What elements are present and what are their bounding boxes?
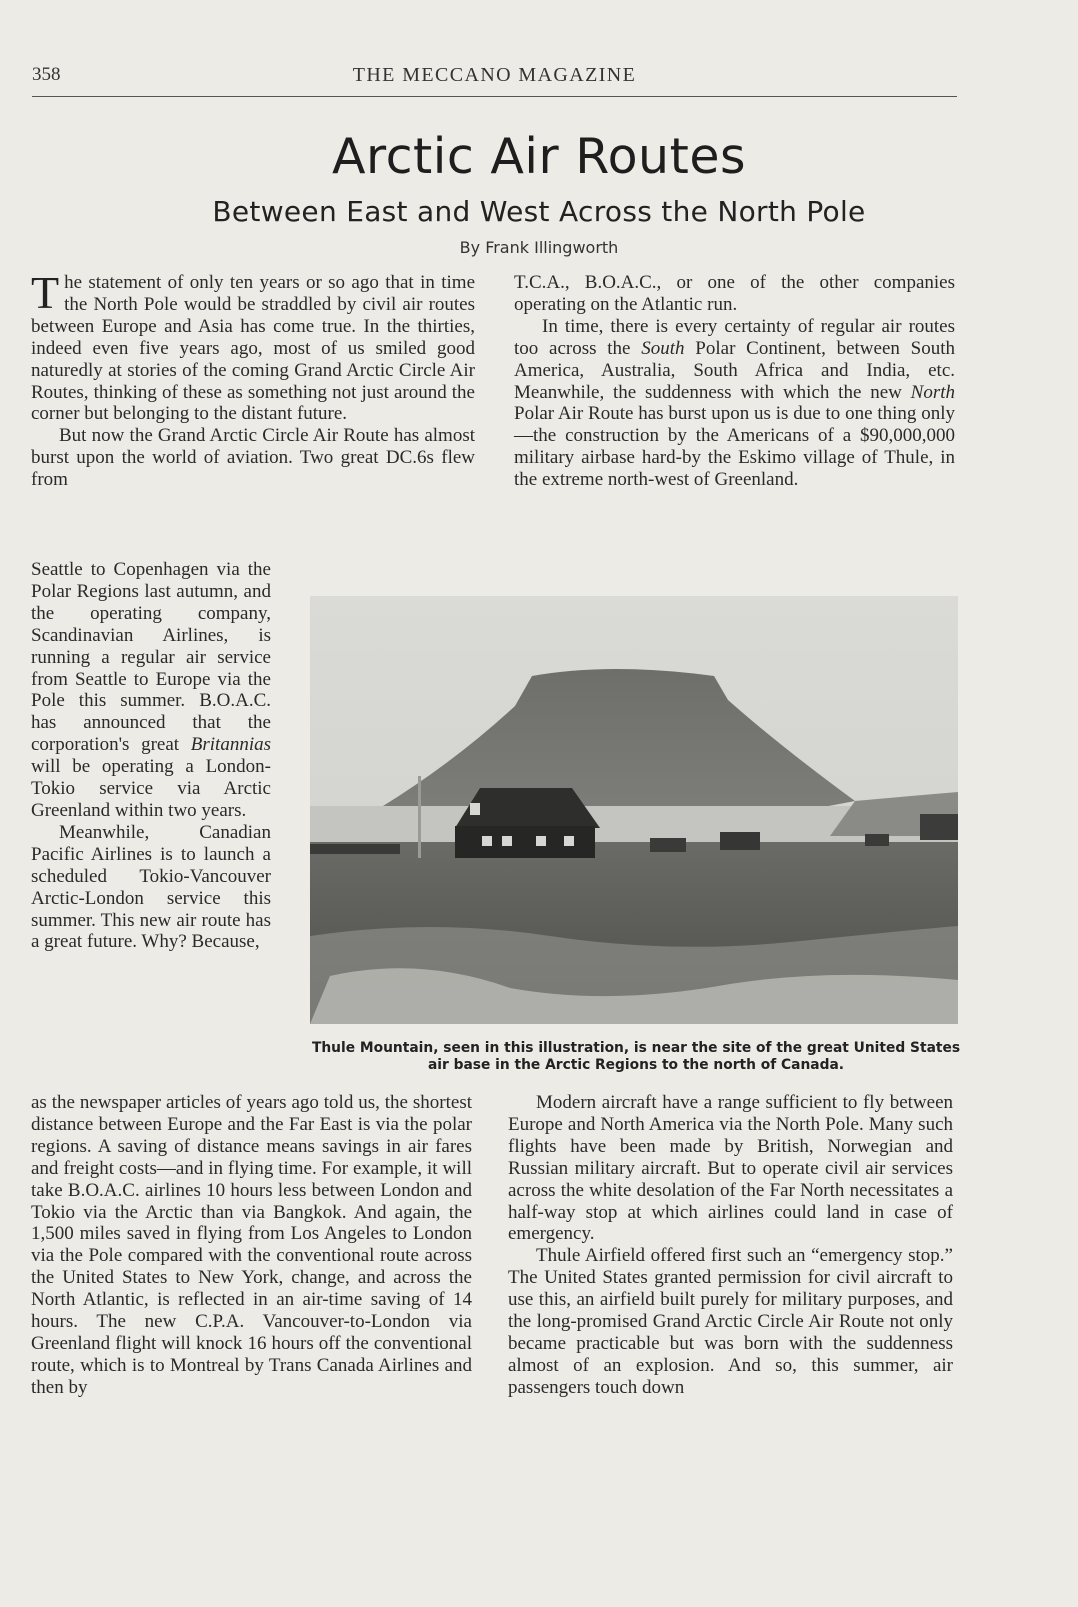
article-subtitle: Between East and West Across the North Pole bbox=[212, 195, 866, 228]
article-title: Arctic Air Routes bbox=[332, 128, 746, 185]
italic-north: North bbox=[910, 381, 955, 403]
article-byline: By Frank Illingworth bbox=[459, 238, 619, 257]
paragraph-canadian-pacific: Meanwhile, Canadian Pacific Airlines is to launch a scheduled Tokio-Vancouver Arctic-London service this summer. This new air route has a great future. Why? Because, bbox=[31, 821, 271, 953]
page-number: 358 bbox=[32, 64, 61, 85]
text-run: will be operating a London-Tokio service via Arctic Greenland within two years. bbox=[31, 756, 271, 821]
paragraph-shortest-distance: as the newspaper articles of years ago told us, the shortest distance between Europe and the Far East is via the polar regions. A saving of distance means savings in air fares and freight costs—and in flying time. For example, it will take B.O.A.C. airlines 10 hours less between London and Tokio via the Arctic than via Bangkok. And again, the 1,500 miles saved in flying from Los Angeles to London via the Pole compared with the conventional route across the United States to New York, change, and across the North Atlantic, is reflected in an air-time saving of 14 hours. The new C.P.A. Vancouver-to-London via Greenland flight will knock 16 hours off the conventional route, which is to Montreal by Trans Canada Airlines and then by bbox=[31, 1092, 472, 1398]
italic-south: South bbox=[641, 337, 685, 359]
small-hut bbox=[650, 838, 686, 852]
text-run: Polar Air Route has burst upon us is due to one thing only—the construction by the Americans of a $90,000,000 military airbase hard-by the Eskimo village of Thule, in the extreme north-west of Greenland. bbox=[514, 403, 955, 491]
low-building bbox=[310, 844, 400, 854]
paragraph-seattle bbox=[31, 559, 271, 822]
paragraph-modern-aircraft: Modern aircraft have a range sufficient to fly between Europe and North America via the North Pole. Many such flights have been made by British, Norwegian and Russian military aircraft. But to operate civil air services across the white desolation of the Far North necessitates a half-way stop at which airlines could land in case of emergency. bbox=[508, 1092, 953, 1245]
paragraph-grand-arctic: But now the Grand Arctic Circle Air Route has almost burst upon the world of aviation. Two great DC.6s flew from bbox=[31, 425, 475, 491]
paragraph-intro bbox=[31, 267, 475, 425]
left-column-top bbox=[31, 267, 475, 491]
right-column-top bbox=[514, 272, 955, 491]
text-run: Seattle to Copenhagen via the Polar Regions last autumn, and the operating company, Scandinavian Airlines, is running a regular air service from Seattle to Europe via the Pole this summer. B.O.A.C. has announced that the corporation's great bbox=[31, 559, 271, 756]
small-hut bbox=[720, 832, 760, 850]
paragraph-thule-airfield: Thule Airfield offered first such an “emergency stop.” The United States granted permission for civil aircraft to use this, an airfield built purely for military purposes, and the long-promised Grand Arctic Circle Air Route not only became practicable but was born with the suddenness almost of an explosion. And so, this summer, air passengers touch down bbox=[508, 1245, 953, 1398]
photo-illustration bbox=[310, 596, 958, 1024]
thule-mountain-photo bbox=[310, 596, 958, 1024]
flagpole bbox=[418, 776, 421, 858]
photo-caption: Thule Mountain, seen in this illustration, is near the site of the great United States air base in the Arctic Regions to the north of Canada. bbox=[311, 1040, 961, 1073]
drop-cap: T bbox=[31, 267, 60, 318]
small-hut bbox=[865, 834, 889, 846]
running-header bbox=[32, 62, 957, 97]
right-column-bottom bbox=[508, 1092, 953, 1399]
text-run: Polar Continent, between South America, Australia, South Africa and India, etc. Meanwhile, the suddenness with which the new bbox=[514, 337, 955, 403]
small-hut bbox=[920, 814, 958, 840]
italic-britannias: Britannias bbox=[190, 734, 271, 756]
paragraph-south-polar bbox=[514, 316, 955, 491]
house bbox=[455, 788, 600, 858]
narrow-column bbox=[31, 559, 271, 953]
intro-text: he statement of only ten years or so ago that in time the North Pole would be straddled by civil air routes between Europe and Asia has come true. In the thirties, indeed even five years ago, most of us smiled good naturedly at stories of the coming Grand Arctic Circle Air Routes, thinking of these as something not just around the corner but belonging to the distant future. bbox=[31, 272, 475, 425]
magazine-name: THE MECCANO MAGAZINE bbox=[352, 64, 637, 86]
paragraph-continued-tca: T.C.A., B.O.A.C., or one of the other companies operating on the Atlantic run. bbox=[514, 272, 955, 315]
left-column-bottom bbox=[31, 1092, 472, 1399]
text-run: In time, there is every certainty of regular air routes too across the bbox=[514, 315, 955, 359]
